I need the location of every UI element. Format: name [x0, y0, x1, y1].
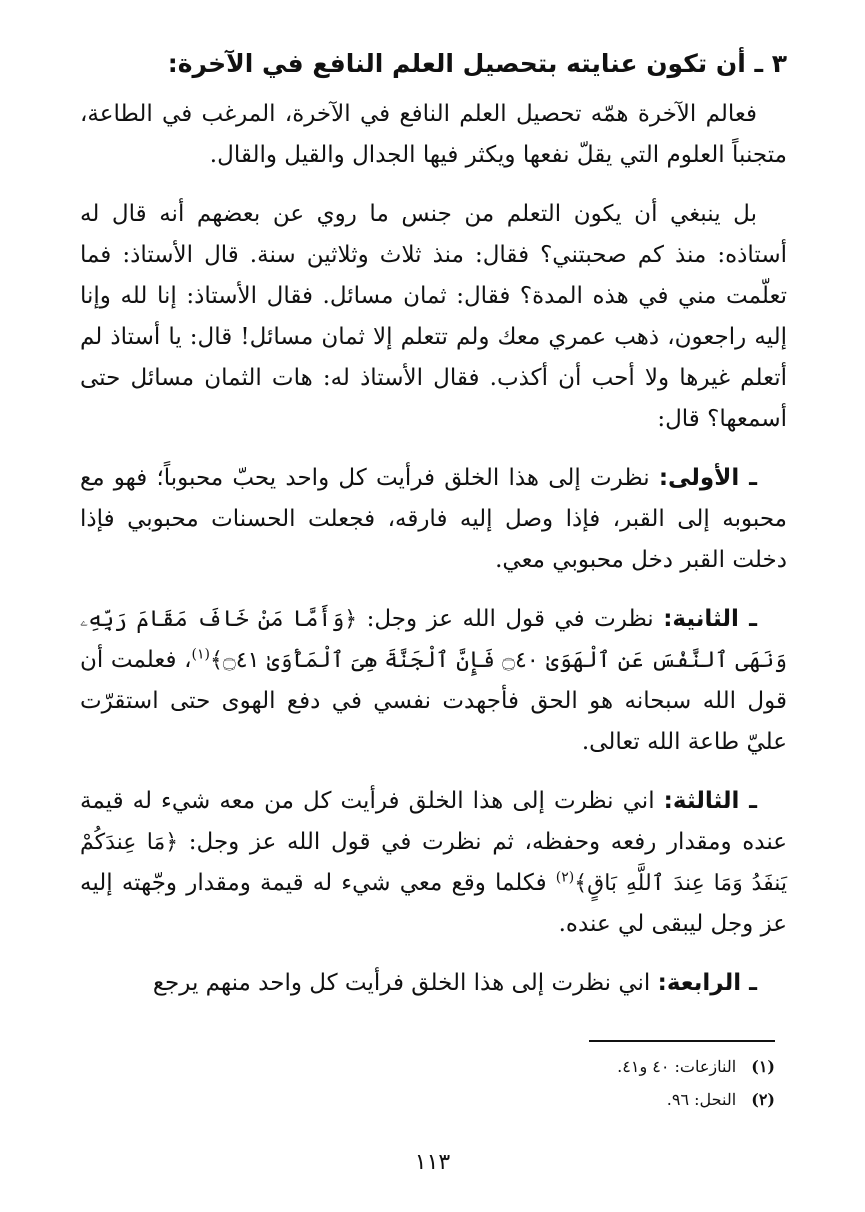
item-third-text-after: فكلما وقع معي شيء له قيمة ومقدار وجّهته إليه عز وجل ليبقى لي عنده.: [80, 870, 787, 937]
item-second: [80, 599, 787, 763]
item-fourth-text: اني نظرت إلى هذا الخلق فرأيت كل واحد منهم يرجع: [152, 970, 651, 996]
footnote-1-number: (١): [751, 1057, 775, 1076]
quran-verse-naziat: ﴿وَأَمَّا مَنْ خَافَ مَقَامَ رَبِّهِۦ وَنَهَى ٱلنَّفْسَ عَنِ ٱلْهَوَىٰ ۝٤٠ فَإِنَّ ٱلْجَنَّةَ هِىَ ٱلْمَأْوَىٰ ۝٤١﴾: [80, 607, 787, 673]
item-second-text-after: ، فعلمت أن قول الله سبحانه هو الحق فأجهدت نفسي في دفع الهوى حتى استقرّت عليّ طاعة الله تعالى.: [80, 647, 787, 755]
footnote-2: [80, 1083, 775, 1116]
footnote-1: [80, 1050, 775, 1083]
quran-verse-nahl: ﴿مَا عِندَكُمْ يَنفَدُ وَمَا عِندَ ٱللَّهِ بَاقٍ﴾: [80, 830, 787, 896]
section-heading: ٣ ـ أن تكون عنايته بتحصيل العلم النافع في الآخرة:: [167, 49, 787, 78]
footnote-2-text: النحل: ٩٦.: [666, 1090, 737, 1109]
item-fourth: [80, 963, 787, 1004]
page-number: ١١٣: [414, 1150, 451, 1175]
item-third-text-before: اني نظرت إلى هذا الخلق فرأيت كل من معه شيء له قيمة عنده ومقدار رفعه وحفظه، ثم نظرت في قول الله عز وجل:: [80, 788, 787, 855]
item-first-text: نظرت إلى هذا الخلق فرأيت كل واحد يحبّ محبوباً؛ فهو مع محبوبه إلى القبر، فإذا وصل إليه فارقه، فجعلت الحسنات محبوبي فإذا دخلت القبر دخل محبوبي معي.: [80, 465, 787, 573]
footnote-ref-2[interactable]: (٢): [555, 869, 575, 886]
footnote-ref-1[interactable]: (١): [191, 646, 210, 663]
item-fourth-label: ـ الرابعة:: [657, 970, 757, 996]
item-third-label: ـ الثالثة:: [663, 788, 758, 814]
item-first: [80, 458, 787, 581]
item-second-text-before: نظرت في قول الله عز وجل:: [366, 606, 654, 632]
footnote-2-number: (٢): [751, 1090, 775, 1109]
paragraph-intro: فعالم الآخرة همّه تحصيل العلم النافع في الآخرة، المرغب في الطاعة، متجنباً العلوم التي يقلّ نفعها ويكثر فيها الجدال والقيل والقال.: [80, 101, 787, 168]
paragraph-story: بل ينبغي أن يكون التعلم من جنس ما روي عن بعضهم أنه قال له أستاذه: منذ كم صحبتني؟ فقال: منذ ثلاث وثلاثين سنة. قال الأستاذ: فما تعلّمت مني في هذه المدة؟ فقال: ثمان مسائل. فقال الأستاذ: إنا لله وإنا إليه راجعون، ذهب عمري معك ولم تتعلم إلا ثمان مسائل! قال: يا أستاذ لم أتعلم غيرها ولا أحب أن أكذب. فقال الأستاذ له: هات الثمان مسائل حتى أسمعها؟ قال:: [80, 201, 787, 432]
item-second-label: ـ الثانية:: [663, 606, 757, 632]
footnotes: [80, 1050, 775, 1116]
item-third: [80, 781, 787, 945]
footnote-1-text: النازعات: ٤٠ و٤١.: [617, 1057, 737, 1076]
item-first-label: ـ الأولى:: [658, 465, 757, 491]
footnote-divider: [589, 1040, 775, 1042]
